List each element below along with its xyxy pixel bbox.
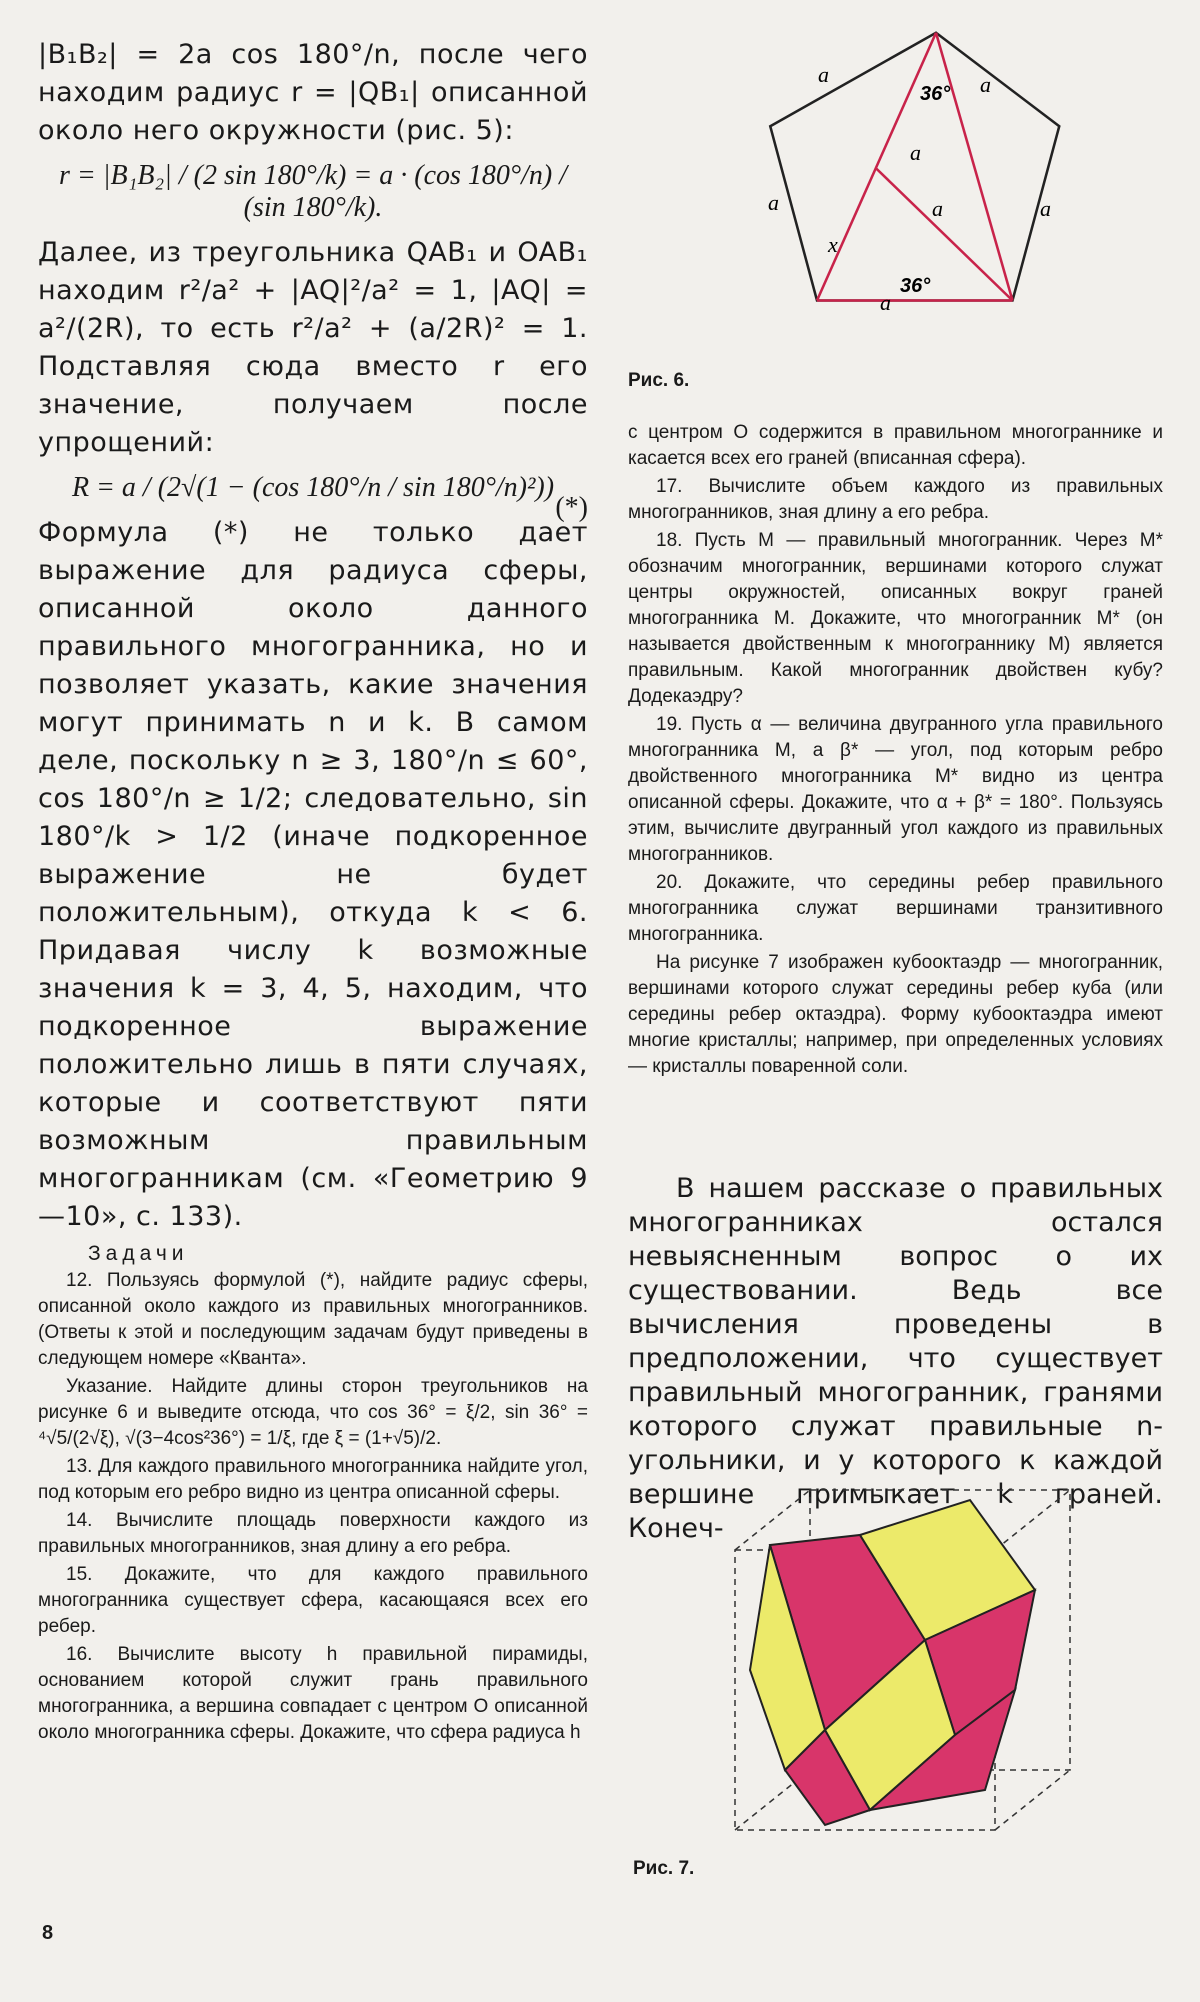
figure-7-cuboctahedron (715, 1480, 1095, 1860)
tasks-list (38, 1268, 588, 1746)
task-17: 17. Вычислите объем каждого из правильных многогранников, зная длину a его ребра. (628, 476, 1163, 523)
task-19: 19. Пусть α — величина двугранного угла правильного многогранника M, а β* — угол, под которым ребро двойственного многогранника M* видно из центра описанной сферы. Докажите, что α + β* = 180°. Пользуясь этим, вычислите двугранный угол каждого из правильных многогранников. (628, 714, 1163, 865)
right-column (628, 420, 1163, 1082)
page-number: 8 (42, 1922, 54, 1944)
figure-6-caption: Рис. 6. (628, 370, 690, 391)
hint: Указание. Найдите длины сторон треугольников на рисунке 6 и выведите отсюда, что cos 36° = ξ/2, sin 36° = ⁴√5/(2√ξ), √(3−4cos²36°) = 1/ξ, где ξ = (1+√5)/2. (38, 1376, 588, 1449)
inner-line (877, 169, 1013, 301)
label-angle-bottom: 36° (900, 275, 931, 297)
task-13: 13. Для каждого правильного многогранника найдите угол, под которым его ребро видно из центра описанной сферы. (38, 1456, 588, 1503)
task-12: 12. Пользуясь формулой (*), найдите радиус сферы, описанной около каждого из правильных многогранников. (Ответы к этой и последующим задачам будут приведены в следующем номере «Кванта». (38, 1270, 588, 1369)
text-para2: Далее, из треугольника QAB₁ и OAB₁ находим r²/a² + |AQ|²/a² = 1, |AQ| = a²/(2R), то есть r²/a² + (a/2R)² = 1. Подставляя сюда вместо r его значение, получаем после упрощений: (38, 237, 588, 458)
task-14: 14. Вычислите площадь поверхности каждого из правильных многогранников, зная длину a его ребра. (38, 1510, 588, 1557)
label-a-6: a (1040, 196, 1051, 221)
cuboctahedron-paragraph: На рисунке 7 изображен кубооктаэдр — многогранник, вершинами которого служат середины ребер куба (или середины ребер октаэдра). Форму кубооктаэдра имеют многие кристаллы; например, при определенных условиях — кристаллы поваренной соли. (628, 952, 1163, 1077)
pentagon-outline (770, 33, 1059, 301)
diagonal-right (936, 33, 1013, 301)
figure-6-pentagon (760, 20, 1080, 350)
left-column (38, 36, 588, 1748)
task-20: 20. Докажите, что середины ребер правильного многогранника служат вершинами транзитивного многогранника. (628, 872, 1163, 945)
label-a-4: a (768, 190, 779, 215)
formula-tag: (*) (555, 492, 588, 523)
label-a-2: a (980, 72, 991, 97)
label-a-1: a (818, 62, 829, 87)
label-angle-top: 36° (920, 83, 951, 105)
task-15: 15. Докажите, что для каждого правильного многогранника существует сфера, касающаяся всех его ребер. (38, 1564, 588, 1637)
formula-R (38, 472, 588, 523)
label-a-3: a (910, 140, 921, 165)
text-existence: В нашем рассказе о правильных многогранниках остался невыясненным вопрос о их существовании. Ведь все вычисления проведены в предположении, что существует правильный многогранник, гранями которого служат правильные n-угольники, и у которого к каждой вершине примыкает k граней. Конеч- (628, 1173, 1163, 1544)
figure-7-caption: Рис. 7. (633, 1858, 695, 1879)
label-a-7: a (880, 290, 891, 315)
analysis-paragraph (38, 514, 588, 1236)
label-x: x (828, 232, 838, 257)
task-16: 16. Вычислите высоту h правильной пирамиды, основанием которой служит грань правильного многогранника, а вершина совпадает с центром O описанной около многогранника сферы. Докажите, что сфера радиуса h (38, 1644, 588, 1743)
text-para1: |B₁B₂| = 2a cos 180°/n, после чего находим радиус r = |QB₁| описанной около него окружности (рис. 5): (38, 39, 588, 146)
task-16-continued: с центром O содержится в правильном многограннике и касается всех его граней (вписанная сфера). (628, 422, 1163, 469)
task-18: 18. Пусть M — правильный многогранник. Через M* обозначим многогранник, вершинами которого служат центры окружностей, описанных вокруг граней многогранника M. Докажите, что многогранник M* (он называется двойственным к многограннику M) является правильным. Какой многогранник двойствен кубу? Додекаэдру? (628, 530, 1163, 707)
derivation-paragraph (38, 234, 588, 462)
intro-paragraph (38, 36, 588, 150)
diagonal-left (817, 33, 936, 301)
formula-R-text: R = a / (2√(1 − (cos 180°/n / sin 180°/n)²)) (71, 472, 555, 503)
formula-r: r = |B₁B₂| / (2 sin 180°/k) = a · (cos 180°/n) / (sin 180°/k). (59, 160, 567, 223)
tasks-heading: Задачи (88, 1242, 189, 1265)
label-a-5: a (932, 196, 943, 221)
text-para3: Формула (*) не только дает выражение для радиуса сферы, описанной около данного правильного многогранника, но и позволяет указать, какие значения могут принимать n и k. В самом деле, поскольку n ≥ 3, 180°/n ≤ 60°, cos 180°/n ≥ 1/2; следовательно, sin 180°/k > 1/2 (иначе подкоренное выражение не будет положительным), откуда k < 6. Придавая числу k возможные значения k = 3, 4, 5, находим, что подкоренное выражение положительно лишь в пяти случаях, которые и соответствуют пяти возможным правильным многогранникам (см. «Геометрию 9—10», с. 133). (38, 517, 588, 1232)
